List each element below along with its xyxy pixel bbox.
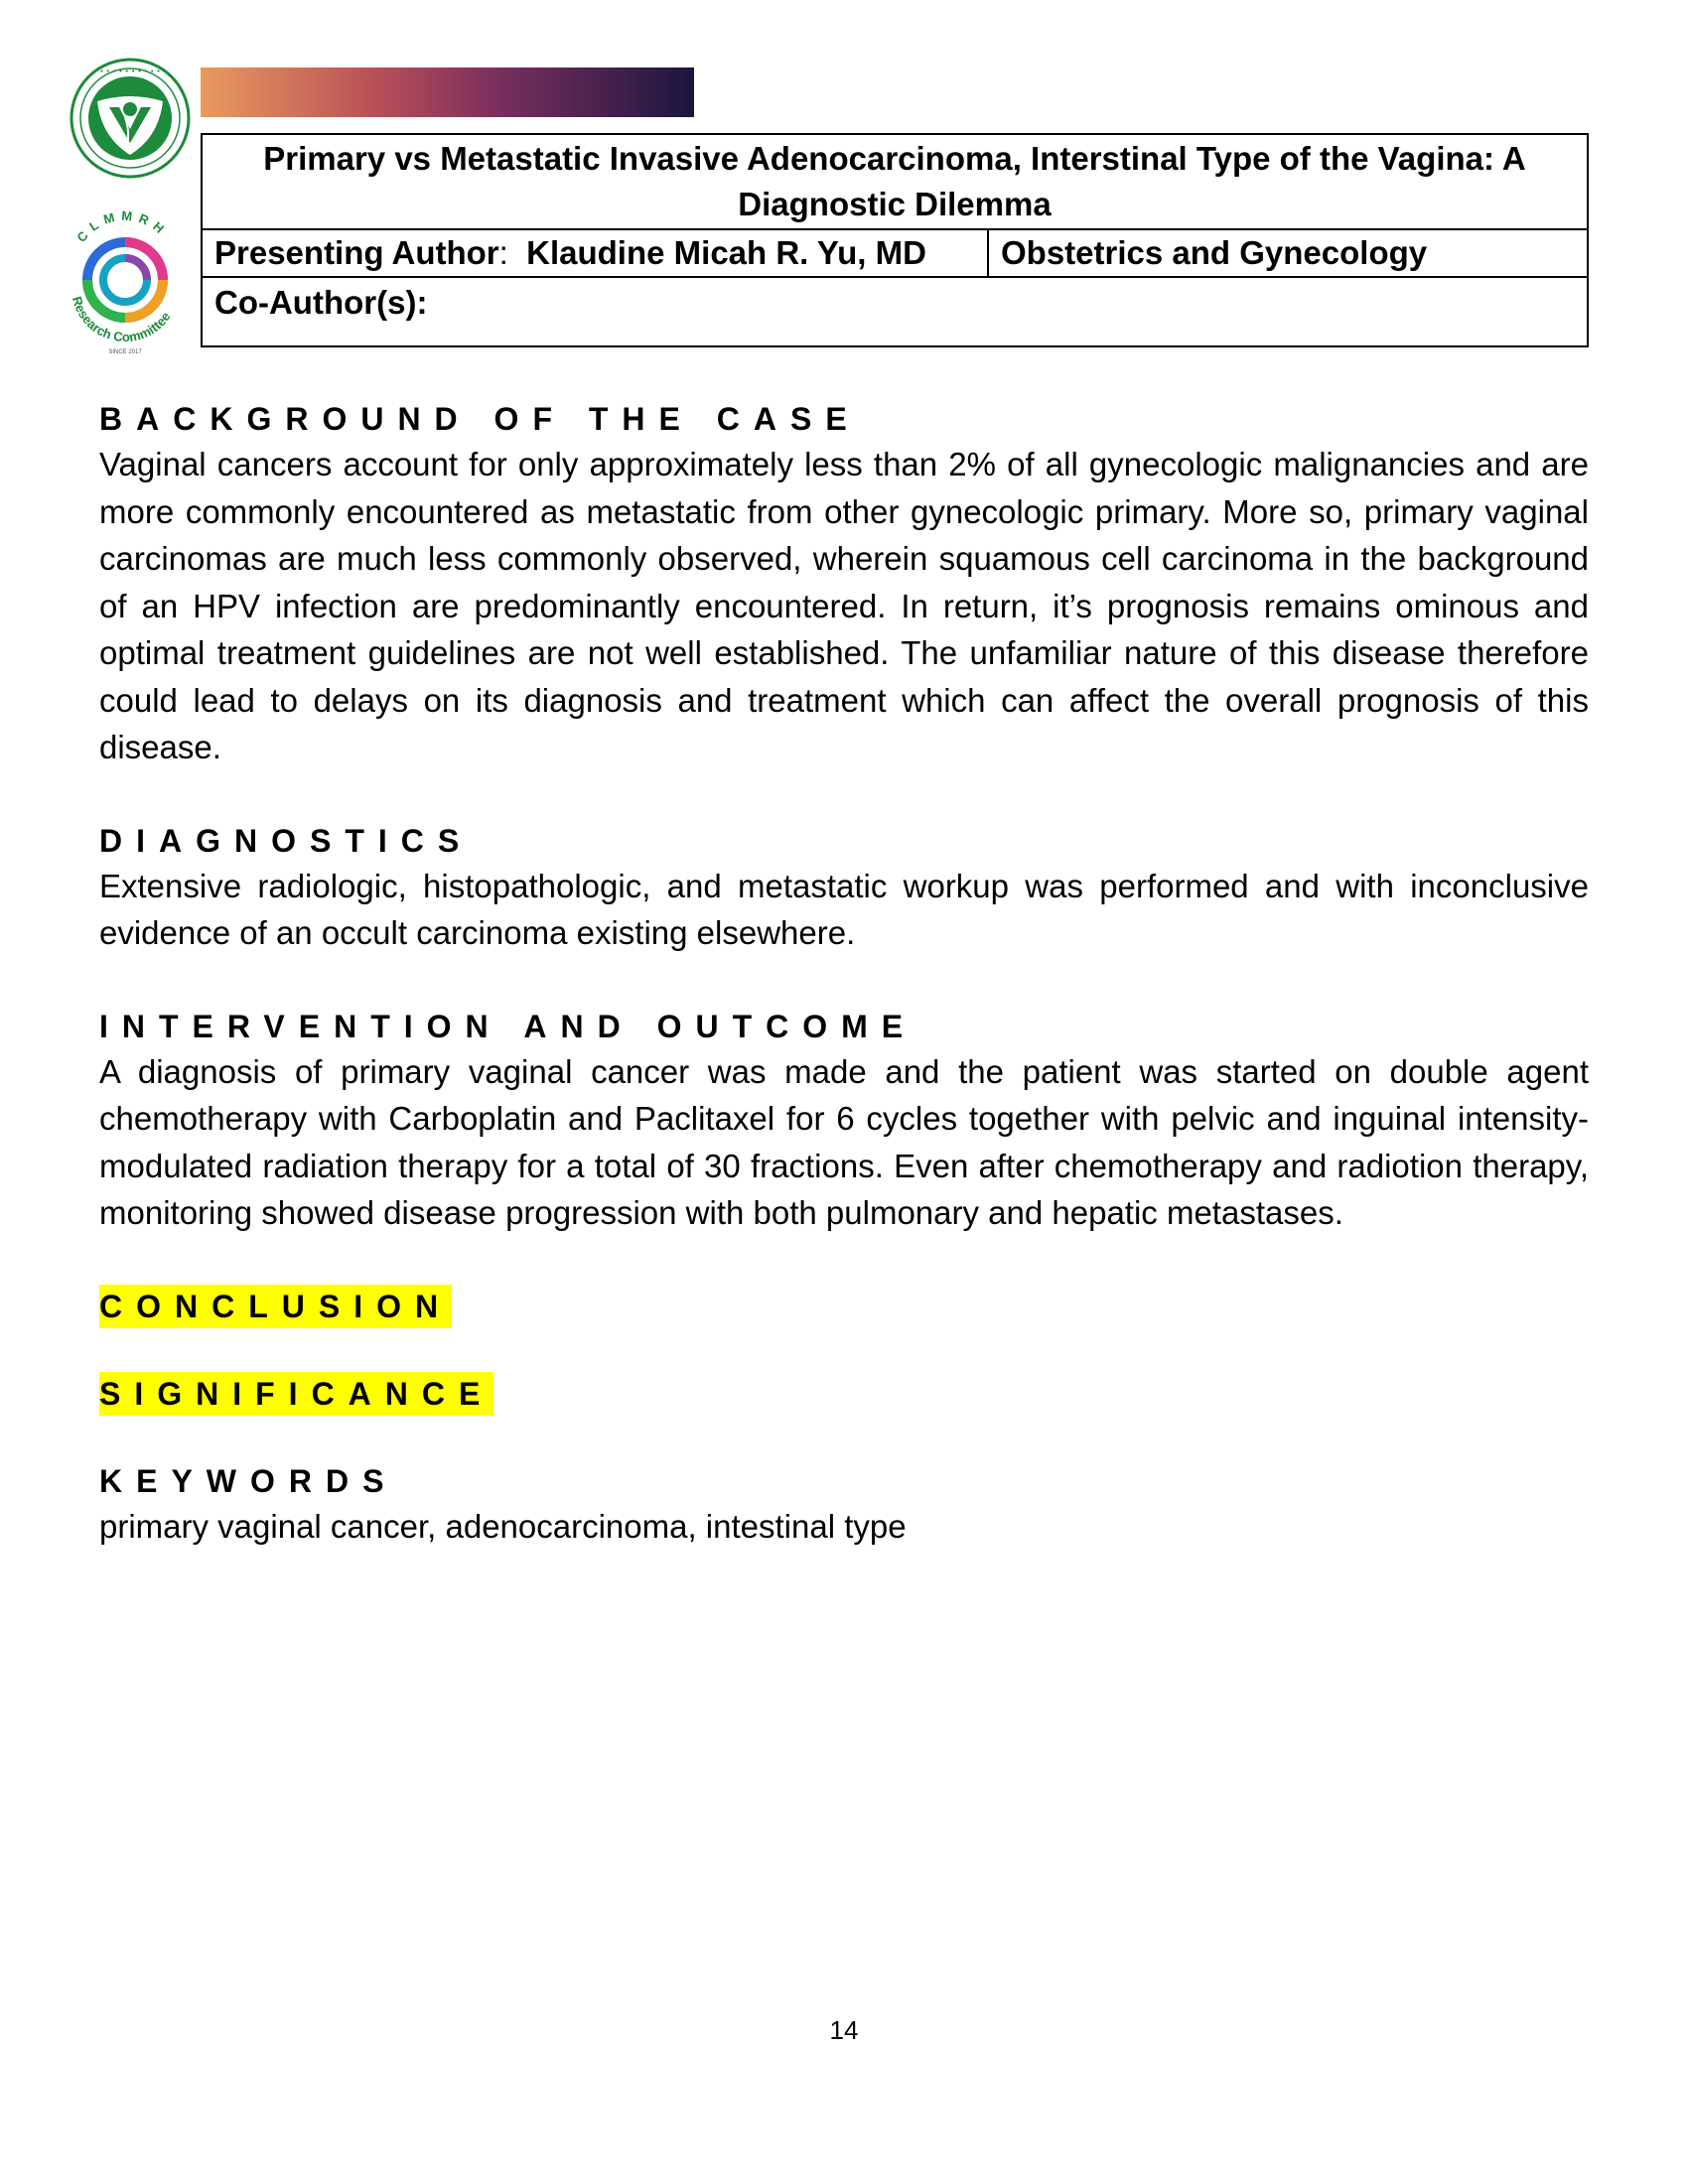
abstract-title: Primary vs Metastatic Invasive Adenocarcinoma, Interstinal Type of the Vagina: A Diagnostic Dilemma xyxy=(202,134,1588,229)
background-text: Vaginal cancers account for only approximately less than 2% of all gynecologic malignancies and are more commonly encountered as metastatic from other gynecologic primary. More so, primary vaginal carcinomas are much less commonly observed, wherein squamous cell carcinoma in the background of an HPV infection are predominantly encountered. In return, it’s prognosis remains ominous and optimal treatment guidelines are not well established. The unfamiliar nature of this disease therefore could lead to delays on its diagnosis and treatment which can affect the overall prognosis of this disease. xyxy=(99,446,1589,765)
page-number: 14 xyxy=(829,2015,859,2045)
coauthor-label: Co-Author(s): xyxy=(214,284,428,321)
presenting-author-label: Presenting Author: xyxy=(214,234,508,271)
conclusion-heading: CONCLUSION xyxy=(99,1285,452,1328)
abstract-header-table xyxy=(201,133,1589,347)
abstract-body xyxy=(99,397,1589,1550)
header-gradient-bar xyxy=(201,68,694,117)
svg-text:CLMMRH: CLMMRH xyxy=(73,207,172,245)
presenting-author-name: Klaudine Micah R. Yu, MD xyxy=(526,234,926,271)
keywords-text: primary vaginal cancer, adenocarcinoma, intestinal type xyxy=(99,1507,907,1545)
significance-heading-wrap xyxy=(99,1372,1589,1416)
diagnostics-text: Extensive radiologic, histopathologic, and metastatic workup was performed and with inconclusive evidence of an occult carcinoma existing elsewhere. xyxy=(99,867,1589,951)
background-heading: BACKGROUND OF THE CASE xyxy=(99,401,861,437)
significance-heading: SIGNIFICANCE xyxy=(99,1372,493,1416)
conclusion-heading-wrap xyxy=(99,1285,1589,1328)
research-committee-logo xyxy=(62,201,189,359)
intervention-heading: INTERVENTION AND OUTCOME xyxy=(99,1008,917,1044)
svg-text:• • • • • • • • • •: • • • • • • • • • • xyxy=(99,68,161,75)
diagnostics-heading: DIAGNOSTICS xyxy=(99,822,474,859)
coauthor-cell xyxy=(202,277,1588,346)
society-seal-logo xyxy=(70,58,191,179)
presenting-author-cell xyxy=(202,229,988,277)
svg-text:SINCE 2017: SINCE 2017 xyxy=(108,349,142,355)
intervention-text: A diagnosis of primary vaginal cancer was made and the patient was started on double agent chemotherapy with Carboplatin and Paclitaxel for 6 cycles together with pelvic and inguinal intensity-modulated radiation therapy for a total of 30 fractions. Even after chemotherapy and radiotion therapy, monitoring showed disease progression with both pulmonary and hepatic metastases. xyxy=(99,1052,1589,1231)
svg-text:Research Committee: Research Committee xyxy=(69,294,174,345)
department-cell xyxy=(988,229,1588,277)
department-name: Obstetrics and Gynecology xyxy=(1001,234,1428,271)
keywords-heading: KEYWORDS xyxy=(99,1462,398,1499)
